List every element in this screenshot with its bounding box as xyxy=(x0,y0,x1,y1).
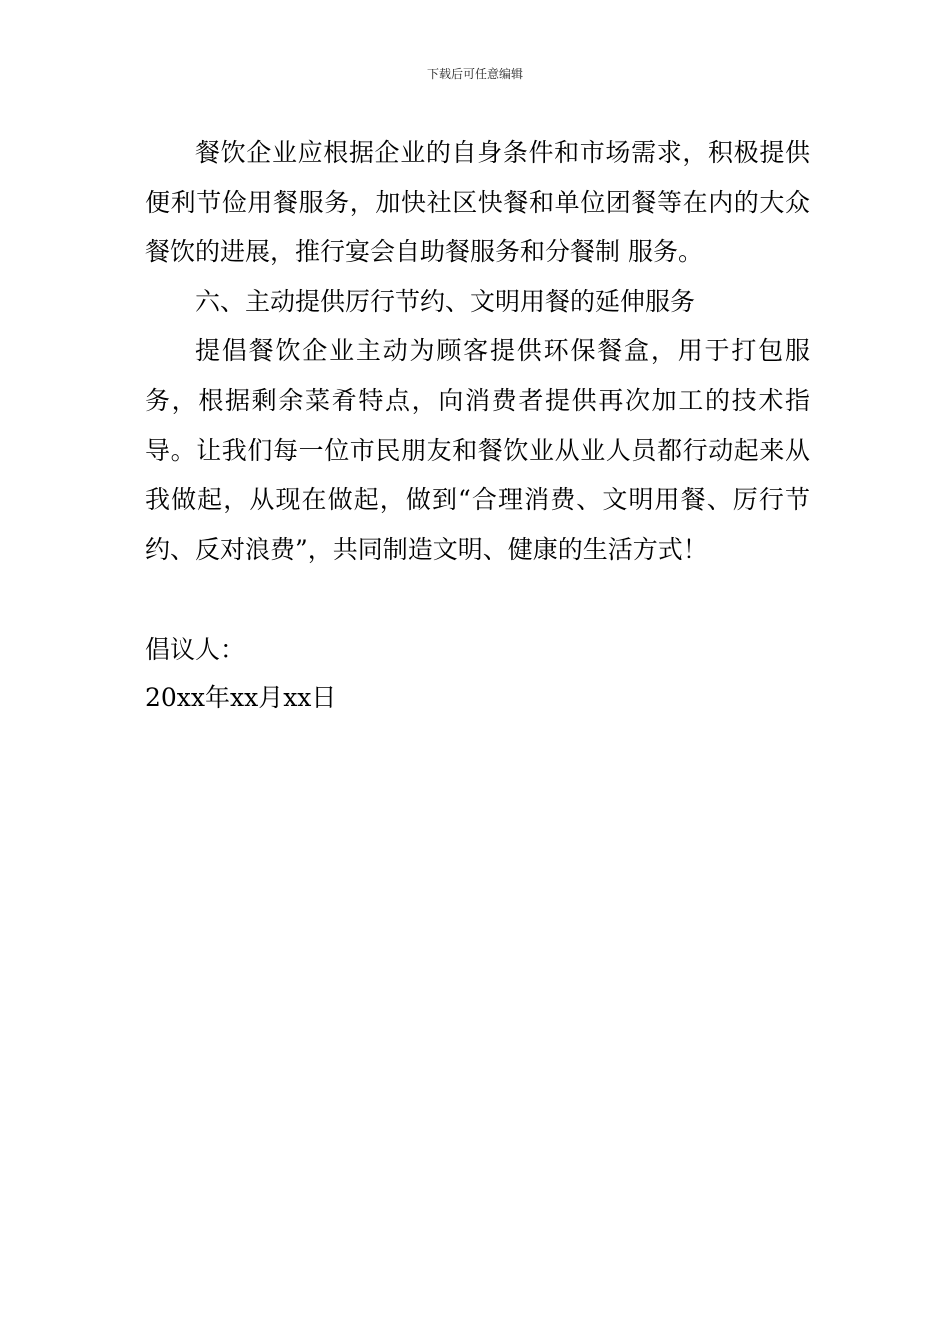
paragraph-service: 餐饮企业应根据企业的自身条件和市场需求，积极提供便利节俭用餐服务，加快社区快餐和单位团餐等在内的大众餐饮的进展，推行宴会自助餐服务和分餐制 服务。 xyxy=(145,138,810,267)
section-heading-six: 六、主动提供厉行节约、文明用餐的延伸服务 xyxy=(195,286,696,316)
paragraph-initiative: 提倡餐饮企业主动为顾客提供环保餐盒，用于打包服务，根据剩余菜肴特点，向消费者提供再次加工的技术指导。让我们每一位市民朋友和餐饮业从业人员都行动起来从我做起，从现在做起，做到“合理消费、文明用餐、厉行节约、反对浪费”，共同制造文明、健康的生活方式！ xyxy=(145,336,810,564)
signature-date: 20xx年xx月xx日 xyxy=(145,683,337,712)
proposer-label: 倡议人： xyxy=(145,635,246,664)
document-body xyxy=(145,128,810,574)
header-note: 下载后可任意编辑 xyxy=(426,67,523,81)
signature-block xyxy=(145,626,336,722)
